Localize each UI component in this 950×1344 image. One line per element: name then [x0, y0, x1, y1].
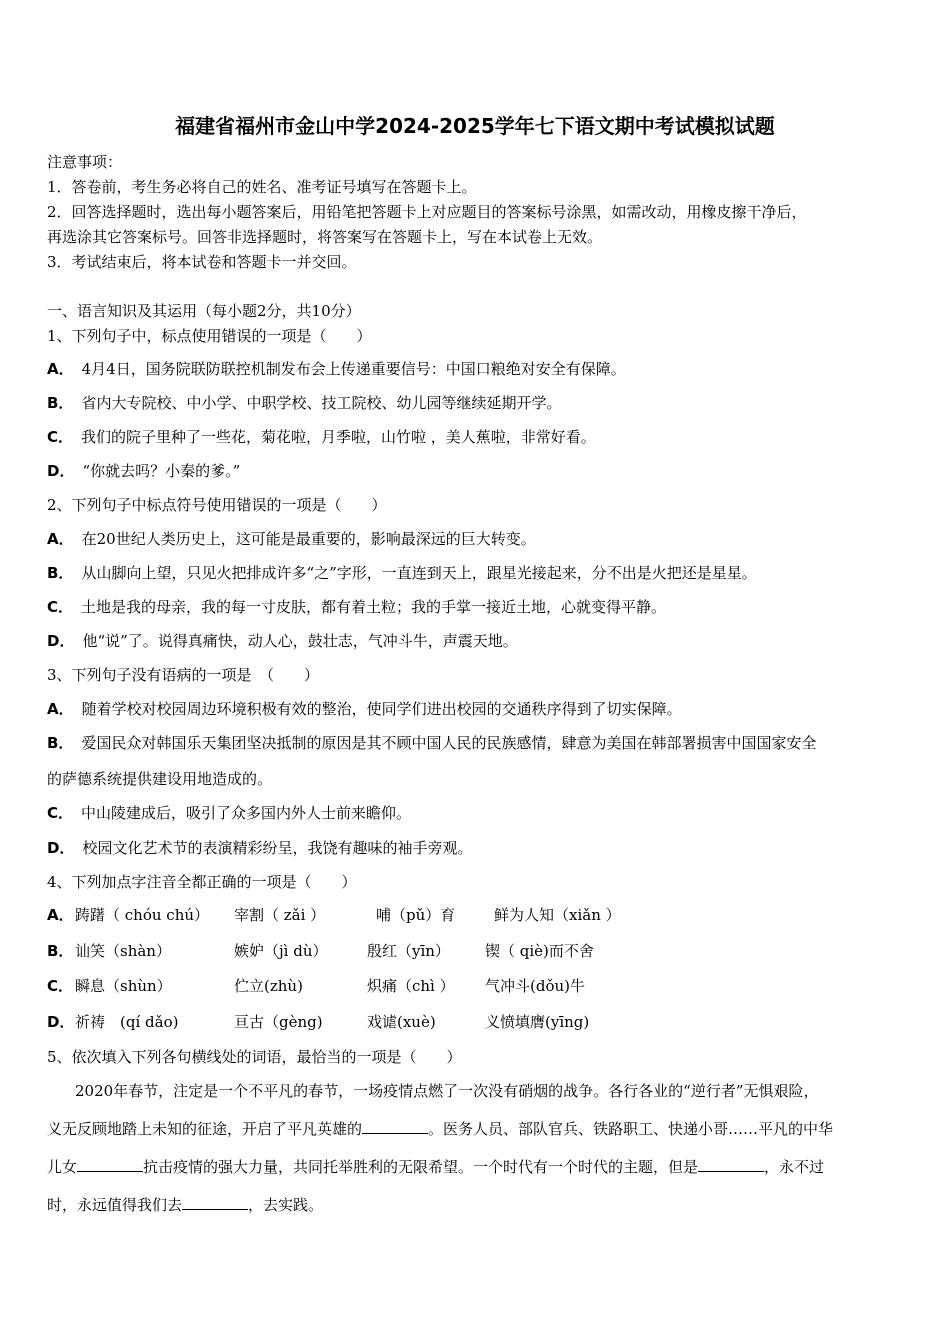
option-text: 随着学校对校园周边环境积极有效的整治，使同学们进出校园的交通秩序得到了切实保障。: [81, 700, 682, 718]
notice-item: 2．回答选择题时，选出每小题答案后，用铅笔把答题卡上对应题目的答案标号涂黑，如需改动，用橡皮擦干净后，: [47, 203, 807, 221]
pinyin-cell: 讪笑（shàn）: [75, 942, 171, 960]
pinyin-cell: 义愤填膺(yīng): [485, 1013, 590, 1031]
passage-line: [47, 1072, 907, 1110]
option-text: 我们的院子里种了一些花，菊花啦，月季啦，山竹啦 ，美人蕉啦，非常好看。: [81, 428, 596, 446]
passage-text: 时，永远值得我们去: [47, 1196, 183, 1214]
passage-text: ，去实践。: [248, 1196, 324, 1214]
option-a: [47, 529, 536, 549]
option-text: “你就去吗？小秦的爹。”: [82, 462, 241, 480]
section-heading: 一、语言知识及其运用（每小题2分，共10分）: [47, 302, 361, 320]
pinyin-cell: 戏谑(xuè): [367, 1013, 436, 1031]
option-label: D．: [47, 839, 75, 857]
question-stem: 5、依次填入下列各句横线处的词语，最恰当的一项是（ ）: [47, 1048, 462, 1066]
pinyin-cell: 宰割（ zǎi ）: [234, 906, 326, 924]
option-d: [47, 631, 518, 651]
passage-text: 抗击疫情的强大力量，共同托举胜利的无限希望。一个时代有一个时代的主题，但是: [143, 1158, 699, 1176]
option-c: [47, 427, 596, 447]
option-text: 4月4日，国务院联防联控机制发布会上传递重要信号：中国口粮绝对安全有保障。: [81, 360, 626, 378]
option-label: B．: [47, 564, 74, 582]
notice-item: 再选涂其它答案标号。回答非选择题时，将答案写在答题卡上，写在本试卷上无效。: [47, 228, 603, 246]
option-label: A．: [47, 530, 74, 548]
fill-blank-4: [182, 1195, 248, 1210]
passage-line: [47, 1148, 907, 1186]
option-label: A．: [47, 700, 74, 718]
option-a: [47, 699, 682, 719]
question-stem: 1、下列句子中，标点使用错误的一项是（ ）: [47, 327, 372, 345]
option-label: A．: [47, 906, 74, 924]
option-label: D．: [47, 632, 75, 650]
passage-text: ，永不过: [764, 1158, 825, 1176]
option-text: 爱国民众对韩国乐天集团坚决抵制的原因是其不顾中国人民的民族感情，肆意为美国在韩部署损害中国国家安全: [81, 734, 817, 752]
passage-line: [47, 1186, 907, 1224]
option-label: C．: [47, 598, 74, 616]
notice-item: 3．考试结束后，将本试卷和答题卡一并交回。: [47, 253, 357, 271]
notice-heading: 注意事项：: [47, 153, 123, 171]
pinyin-cell: 亘古（gèng): [234, 1013, 323, 1031]
pinyin-cell: 鲜为人知（xiǎn ）: [494, 906, 621, 924]
option-label: A．: [47, 360, 74, 378]
option-b: [47, 733, 816, 753]
fill-blank-3: [698, 1157, 764, 1172]
option-label: B．: [47, 734, 74, 752]
passage-line: [47, 1110, 907, 1148]
option-text: 土地是我的母亲，我的每一寸皮肤，都有着土粒；我的手掌一接近土地，心就变得平静。: [81, 598, 667, 616]
pinyin-cell: 瞬息（shùn）: [75, 977, 172, 995]
pinyin-cell: 踌躇（ chóu chú）: [75, 906, 210, 924]
question-stem: 4、下列加点字注音全都正确的一项是（ ）: [47, 873, 357, 891]
option-label: B．: [47, 942, 74, 960]
option-label: B．: [47, 394, 74, 412]
option-text: 他“说”了。说得真痛快，动人心，鼓壮志，气冲斗牛，声震天地。: [82, 632, 518, 650]
pinyin-cell: 气冲斗(dǒu)牛: [485, 977, 585, 995]
option-c: [47, 803, 411, 823]
option-b: [47, 563, 757, 583]
pinyin-cell: 殷红（yīn）: [367, 942, 450, 960]
passage: [47, 1072, 907, 1224]
option-a: [47, 359, 626, 379]
option-label: D．: [47, 462, 75, 480]
option-b-continued: 的萨德系统提供建设用地造成的。: [47, 770, 273, 788]
question-stem: 3、下列句子没有语病的一项是 （ ）: [47, 666, 320, 684]
pinyin-cell: 祈祷 (qí dǎo): [75, 1013, 179, 1031]
option-d: [47, 838, 472, 858]
option-text: 省内大专院校、中小学、中职学校、技工院校、幼儿园等继续延期开学。: [81, 394, 562, 412]
page-title: 福建省福州市金山中学2024-2025学年七下语文期中考试模拟试题: [175, 114, 775, 138]
option-label: D．: [47, 1013, 75, 1031]
pinyin-cell: 锲（ qiè)而不舍: [485, 942, 594, 960]
question-stem: 2、下列句子中标点符号使用错误的一项是（ ）: [47, 496, 387, 514]
pinyin-cell: 嫉妒（jì dù）: [234, 942, 328, 960]
passage-text: 儿女: [47, 1158, 78, 1176]
fill-blank-2: [77, 1157, 143, 1172]
option-text: 校园文化艺术节的表演精彩纷呈，我饶有趣味的袖手旁观。: [82, 839, 473, 857]
passage-text: 。医务人员、部队官兵、铁路职工、快递小哥……平凡的中华: [428, 1120, 834, 1138]
passage-text: 2020年春节，注定是一个不平凡的春节，一场疫情点燃了一次没有硝烟的战争。各行各业的“逆行者”无惧艰险，: [75, 1082, 819, 1100]
option-label: C．: [47, 428, 74, 446]
option-label: C．: [47, 977, 74, 995]
option-text: 中山陵建成后，吸引了众多国内外人士前来瞻仰。: [81, 804, 412, 822]
option-text: 从山脚向上望，只见火把排成许多“之”字形，一直连到天上，跟星光接起来，分不出是火把还是星星。: [81, 564, 757, 582]
pinyin-cell: 炽痛（chì ）: [367, 977, 455, 995]
notice-item: 1．答卷前，考生务必将自己的姓名、准考证号填写在答题卡上。: [47, 178, 477, 196]
option-c: [47, 597, 666, 617]
pinyin-cell: 伫立(zhù): [234, 977, 303, 995]
passage-text: 义无反顾地踏上未知的征途，开启了平凡英雄的: [47, 1120, 363, 1138]
option-d: [47, 461, 240, 481]
option-text: 在20世纪人类历史上，这可能是最重要的，影响最深远的巨大转变。: [81, 530, 536, 548]
pinyin-cell: 哺（pǔ）育: [376, 906, 456, 924]
option-label: C．: [47, 804, 74, 822]
fill-blank-1: [362, 1119, 428, 1134]
option-b: [47, 393, 561, 413]
